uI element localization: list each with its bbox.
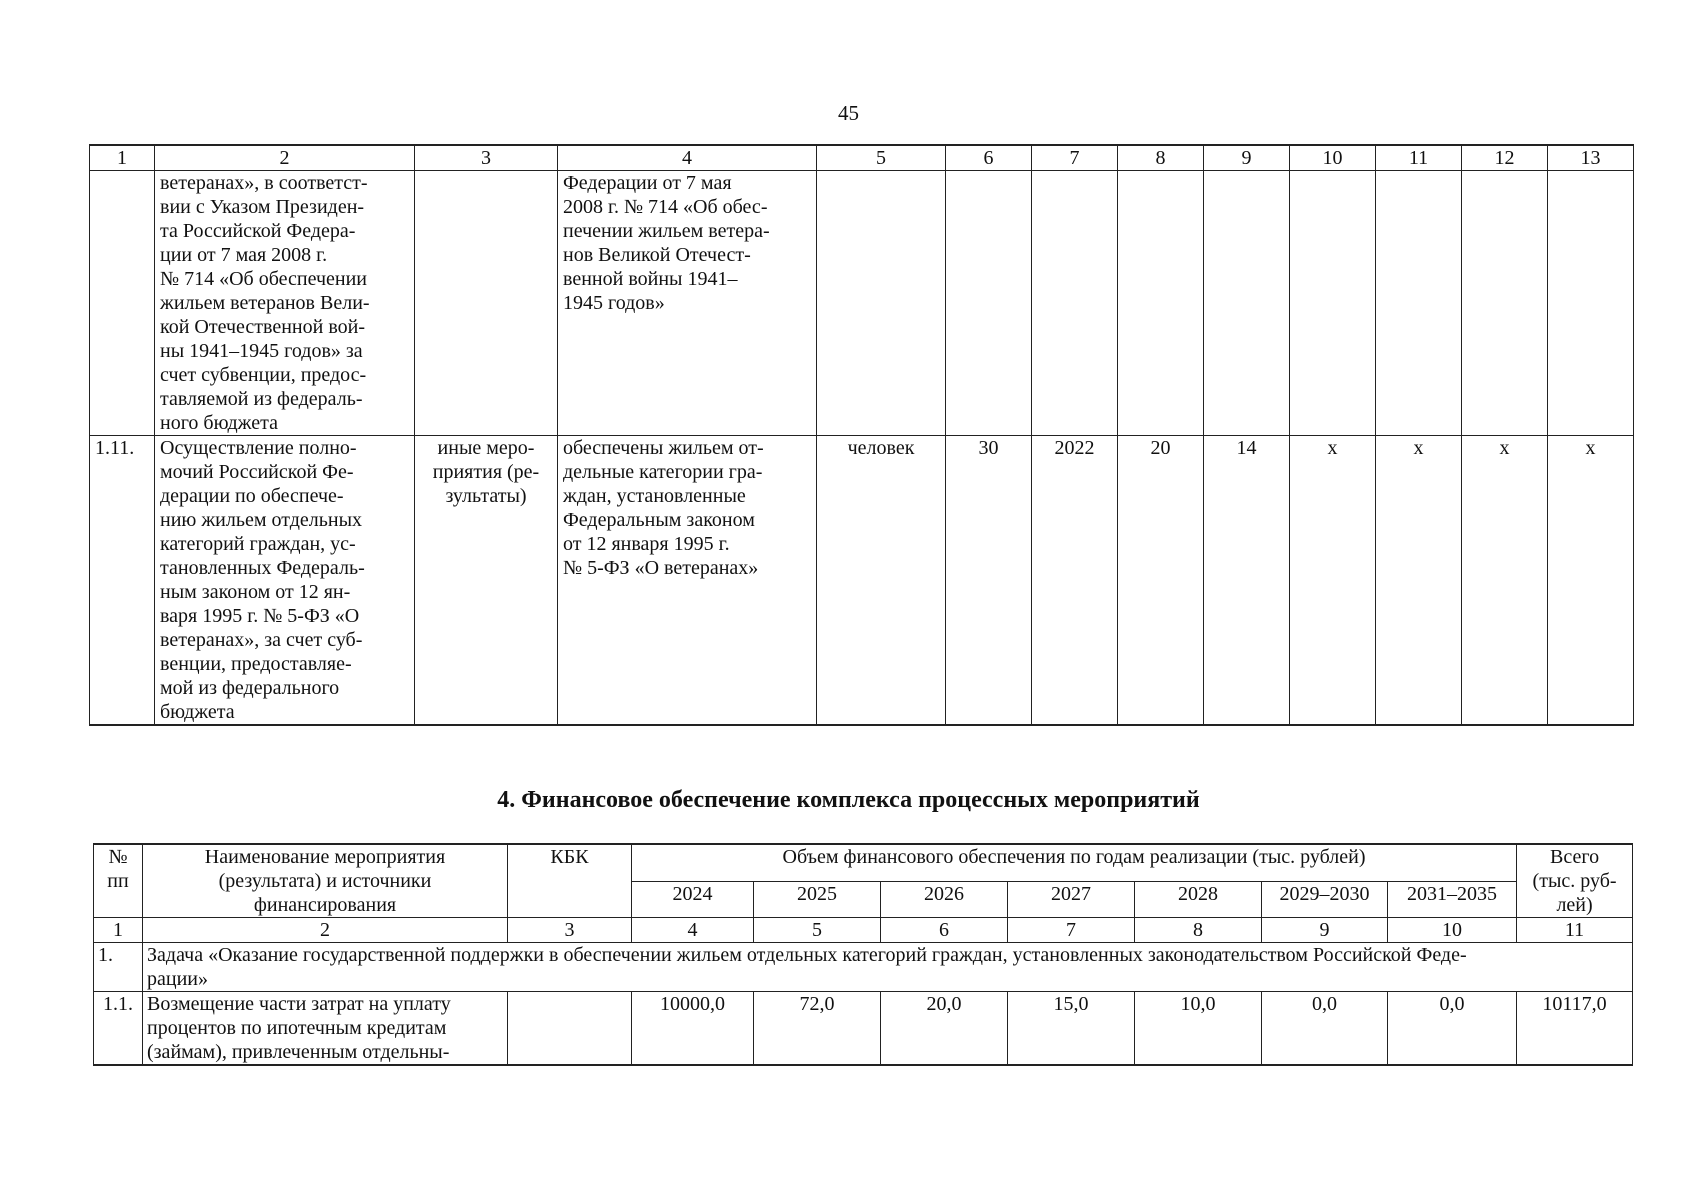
financing-table xyxy=(93,843,1633,1066)
column-number: 6 xyxy=(881,918,1008,943)
table-cell xyxy=(817,171,946,436)
section-title: 4. Финансовое обеспечение комплекса процессных мероприятий xyxy=(497,787,1200,813)
total-cell: 10117,0 xyxy=(1517,992,1633,1066)
table-cell xyxy=(1376,171,1462,436)
header-year: 2028 xyxy=(1135,881,1262,917)
table-cell xyxy=(90,171,155,436)
header-cell: 8 xyxy=(1118,145,1204,171)
column-number: 7 xyxy=(1008,918,1135,943)
table-column-numbers xyxy=(94,918,1633,943)
column-number: 2 xyxy=(143,918,508,943)
table-cell: 1.11. xyxy=(90,436,155,726)
column-number: 4 xyxy=(632,918,754,943)
table-cell xyxy=(415,171,558,436)
header-cell: 11 xyxy=(1376,145,1462,171)
table-cell xyxy=(1290,171,1376,436)
header-cell: 13 xyxy=(1548,145,1634,171)
column-number: 11 xyxy=(1517,918,1633,943)
table-header-row xyxy=(94,844,1633,881)
table-cell: Осуществление полно- мочий Российской Фе- дерации по обеспече- нию жильем отдельных категорий граждан, ус- тановленных Федераль- ным законом от 12 ян- варя 1995 г. № 5-ФЗ «О ветеранах», за счет суб- венции, предоставляе- мой из федерального бюджета xyxy=(155,436,415,726)
header-volume: Объем финансового обеспечения по годам реализации (тыс. рублей) xyxy=(632,844,1517,881)
table-cell: ветеранах», в соответст- вии с Указом Президен- та Российской Федера- ции от 7 мая 2008 г. № 714 «Об обеспечении жильем ветеранов Вели- кой Отечественной вой- ны 1941–1945 годов» за счет субвенции, предос- тавляемой из федераль- ного бюджета xyxy=(155,171,415,436)
header-year: 2025 xyxy=(754,881,881,917)
table-cell: 14 xyxy=(1204,436,1290,726)
value-cell: 0,0 xyxy=(1262,992,1388,1066)
header-year: 2031–2035 xyxy=(1388,881,1517,917)
table-cell xyxy=(1118,171,1204,436)
header-cell: 1 xyxy=(90,145,155,171)
table-cell xyxy=(1548,171,1634,436)
table-cell xyxy=(946,171,1032,436)
table-row xyxy=(90,171,1634,436)
task-num: 1. xyxy=(94,943,143,992)
row-kbk xyxy=(508,992,632,1066)
table-header-row xyxy=(90,145,1634,171)
table-cell xyxy=(1462,171,1548,436)
header-kbk: КБК xyxy=(508,844,632,918)
header-cell: 6 xyxy=(946,145,1032,171)
header-cell: 2 xyxy=(155,145,415,171)
table-cell: 30 xyxy=(946,436,1032,726)
header-year: 2026 xyxy=(881,881,1008,917)
task-text: Задача «Оказание государственной поддержки в обеспечении жильем отдельных категорий граждан, установленных законодательством Российской Феде- рации» xyxy=(143,943,1633,992)
column-number: 3 xyxy=(508,918,632,943)
table-row xyxy=(94,992,1633,1066)
column-number: 1 xyxy=(94,918,143,943)
header-num: № пп xyxy=(94,844,143,918)
value-cell: 10000,0 xyxy=(632,992,754,1066)
value-cell: 72,0 xyxy=(754,992,881,1066)
table-cell: х xyxy=(1462,436,1548,726)
page-number: 45 xyxy=(838,101,859,125)
header-cell: 9 xyxy=(1204,145,1290,171)
row-num: 1.1. xyxy=(94,992,143,1066)
column-number: 9 xyxy=(1262,918,1388,943)
header-year: 2024 xyxy=(632,881,754,917)
value-cell: 15,0 xyxy=(1008,992,1135,1066)
column-number: 10 xyxy=(1388,918,1517,943)
value-cell: 20,0 xyxy=(881,992,1008,1066)
table-cell: иные меро- приятия (ре- зультаты) xyxy=(415,436,558,726)
header-cell: 5 xyxy=(817,145,946,171)
table-cell: х xyxy=(1376,436,1462,726)
column-number: 5 xyxy=(754,918,881,943)
value-cell: 10,0 xyxy=(1135,992,1262,1066)
value-cell: 0,0 xyxy=(1388,992,1517,1066)
table-row xyxy=(90,436,1634,726)
header-cell: 7 xyxy=(1032,145,1118,171)
table-cell xyxy=(1032,171,1118,436)
header-total: Всего (тыс. руб- лей) xyxy=(1517,844,1633,918)
column-number: 8 xyxy=(1135,918,1262,943)
header-cell: 12 xyxy=(1462,145,1548,171)
table-cell: человек xyxy=(817,436,946,726)
table-cell: х xyxy=(1548,436,1634,726)
header-year: 2027 xyxy=(1008,881,1135,917)
header-cell: 3 xyxy=(415,145,558,171)
table-cell: Федерации от 7 мая 2008 г. № 714 «Об обес- печении жильем ветера- нов Великой Отечест- венной войны 1941– 1945 годов» xyxy=(558,171,817,436)
header-cell: 10 xyxy=(1290,145,1376,171)
table-cell: обеспечены жильем от- дельные категории гра- ждан, установленные Федеральным законом от 12 января 1995 г. № 5-ФЗ «О ветеранах» xyxy=(558,436,817,726)
table-cell: 20 xyxy=(1118,436,1204,726)
table-cell xyxy=(1204,171,1290,436)
header-cell: 4 xyxy=(558,145,817,171)
row-name: Возмещение части затрат на уплату процентов по ипотечным кредитам (займам), привлеченным отдельны- xyxy=(143,992,508,1066)
table-row-task xyxy=(94,943,1633,992)
header-name: Наименование мероприятия (результата) и источники финансирования xyxy=(143,844,508,918)
header-year: 2029–2030 xyxy=(1262,881,1388,917)
measures-table xyxy=(89,144,1634,726)
table-cell: 2022 xyxy=(1032,436,1118,726)
table-cell: х xyxy=(1290,436,1376,726)
